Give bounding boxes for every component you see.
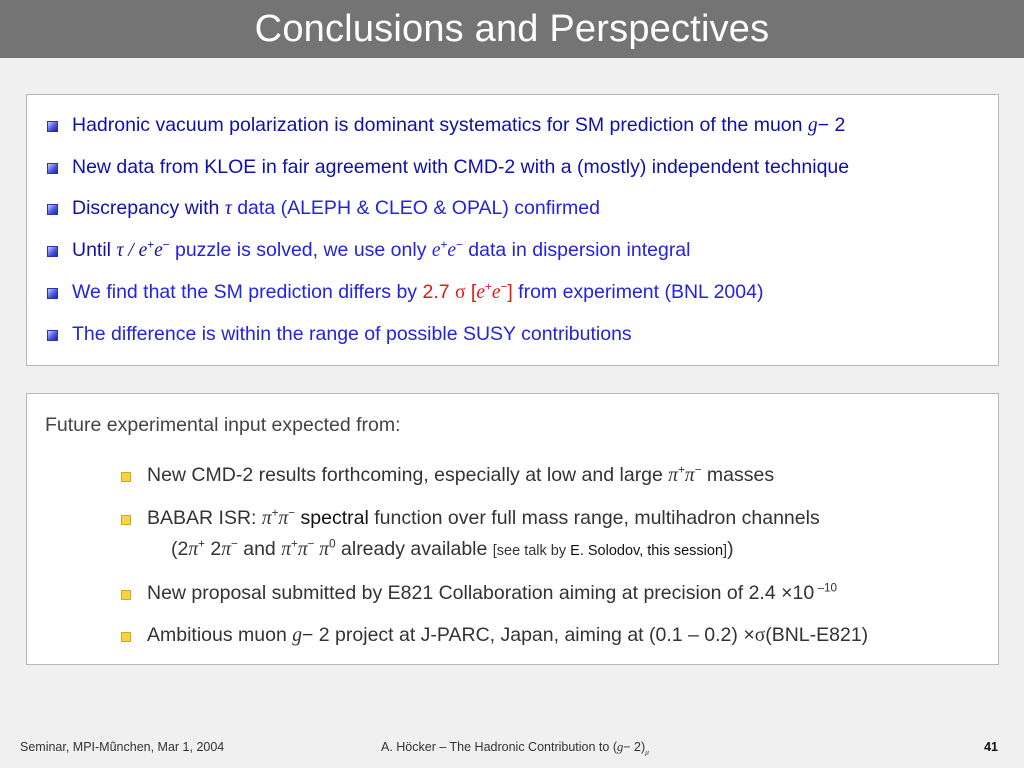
times-symbol: × (743, 624, 755, 646)
yellow-bullet-icon (121, 632, 131, 642)
pi-symbol: π (684, 465, 695, 486)
footer-minus-two: − 2) (623, 740, 646, 754)
deviation-value: 2.7 (422, 281, 455, 303)
and-word: and (237, 538, 282, 560)
zero-sup: 0 (329, 537, 336, 551)
future-4-mid: project at J-PARC, Japan, aiming at (0.1 – 0.2) (329, 624, 744, 646)
future-1-text: New CMD-2 results forthcoming, especially at low and large (147, 464, 669, 486)
g-symbol: g (617, 740, 624, 754)
minus-sup: − (162, 238, 170, 252)
conclusion-item-4 (47, 238, 998, 263)
yellow-bullet-icon (121, 590, 131, 600)
minus-sup: − (456, 238, 463, 252)
minus-sup: − (694, 463, 702, 477)
spectral-word: spectral (295, 507, 369, 529)
plus-sup: + (485, 280, 492, 294)
future-heading: Future experimental input expected from: (45, 414, 401, 436)
exponent: –10 (814, 581, 837, 595)
conclusion-item-6 (47, 322, 998, 346)
square-bullet-icon (47, 330, 58, 341)
conclusion-item-2 (47, 155, 998, 179)
conclusion-4-lead: Until (72, 239, 117, 261)
square-bullet-icon (47, 204, 58, 215)
e-symbol: e (154, 240, 163, 261)
two: 2 (204, 538, 222, 560)
tau-symbol: τ (224, 198, 232, 219)
plus-sup: + (198, 537, 205, 551)
paren-open: (2 (171, 538, 189, 560)
ref-speaker: E. Solodov, this session (570, 543, 724, 559)
conclusion-4-mid: puzzle is solved, we use only (169, 239, 432, 261)
conclusions-list (47, 113, 998, 346)
conclusion-2-text: New data from KLOE in fair agreement with CMD-2 with a (mostly) independent technique (72, 156, 850, 178)
plus-sup: + (440, 238, 448, 252)
conclusion-item-3 (47, 196, 998, 221)
minus-sup: − (307, 537, 315, 551)
plus-sup: + (290, 537, 298, 551)
plus-sup: + (271, 506, 279, 520)
pi-symbol: π (281, 539, 291, 560)
pi-symbol: π (221, 539, 231, 560)
conclusion-5-rest: from experiment (BNL 2004) (512, 281, 764, 303)
bracket-open: [ (465, 281, 477, 303)
e-symbol: e (491, 282, 501, 303)
minus-sup: − (500, 280, 508, 294)
e-symbol: e (447, 240, 457, 261)
conclusion-item-1 (47, 113, 998, 138)
ten: 10 (792, 582, 815, 604)
g-symbol: g (807, 115, 818, 136)
conclusions-panel (26, 94, 999, 366)
minus-two: − 2 (817, 114, 846, 136)
plus-sup: + (147, 238, 155, 252)
ref-close: ] (723, 543, 728, 559)
yellow-bullet-icon (121, 472, 131, 482)
page-number: 41 (984, 740, 998, 754)
mu-sub: μ (645, 747, 649, 757)
pi-symbol: π (278, 508, 289, 529)
square-bullet-icon (47, 121, 58, 132)
future-item-3 (121, 578, 998, 608)
times-symbol: × (781, 582, 793, 604)
future-item-2 (121, 503, 998, 566)
conclusion-item-5 (47, 280, 998, 305)
ref-lead: [see talk by (492, 543, 571, 559)
future-list (121, 460, 998, 651)
sigma-symbol: σ (754, 625, 766, 646)
future-4-rest: (BNL-E821) (765, 624, 869, 646)
e-symbol: e (138, 240, 148, 261)
pi-symbol: π (314, 539, 330, 560)
footer-event: Seminar, MPI-Mũnchen, Mar 1, 2004 (20, 740, 225, 754)
plus-sup: + (678, 463, 685, 477)
sigma-symbol: σ (455, 282, 466, 303)
future-2-mid: function over full mass range, multihadron channels (368, 507, 820, 529)
minus-two: − 2 (301, 624, 330, 646)
conclusion-5-lead: We find that the SM prediction differs by (72, 281, 423, 303)
pi-symbol: π (261, 508, 272, 529)
tau-symbol: τ (116, 240, 124, 261)
footer-title-text: A. Höcker – The Hadronic Contribution to ( (381, 740, 617, 754)
bracket-close: ] (507, 281, 513, 303)
square-bullet-icon (47, 288, 58, 299)
conclusion-6-text: The difference is within the range of possible SUSY contributions (72, 323, 632, 345)
e-symbol: e (431, 240, 441, 261)
slide-title: Conclusions and Perspectives (254, 7, 770, 50)
pi-symbol: π (188, 539, 199, 560)
pi-symbol: π (668, 465, 679, 486)
future-2-line2 (147, 534, 998, 566)
pi-symbol: π (297, 539, 308, 560)
title-bar (0, 0, 1024, 58)
future-item-4 (121, 620, 998, 651)
g-symbol: g (292, 625, 302, 646)
e-symbol: e (476, 282, 486, 303)
conclusion-3-lead: Discrepancy with (72, 197, 225, 219)
square-bullet-icon (47, 163, 58, 174)
future-panel (26, 393, 999, 665)
future-3-text: New proposal submitted by E821 Collaboration aiming at precision of 2.4 (147, 582, 782, 604)
future-item-1 (121, 460, 998, 491)
conclusion-3-rest: data (ALEPH & CLEO & OPAL) confirmed (231, 197, 600, 219)
future-2-lead: BABAR ISR: (147, 507, 262, 529)
slash: / (123, 240, 139, 261)
minus-sup: − (288, 506, 296, 520)
yellow-bullet-icon (121, 515, 131, 525)
future-2-available: already available (335, 538, 493, 560)
future-4-lead: Ambitious muon (147, 624, 293, 646)
square-bullet-icon (47, 246, 58, 257)
paren-close: ) (727, 538, 734, 560)
footer (0, 740, 1024, 760)
future-1-rest: masses (701, 464, 775, 486)
footer-talk-title (381, 740, 649, 755)
minus-sup: − (231, 537, 238, 551)
conclusion-1-text: Hadronic vacuum polarization is dominant systematics for SM prediction of the muon (72, 114, 808, 136)
conclusion-4-rest: data in dispersion integral (462, 239, 691, 261)
